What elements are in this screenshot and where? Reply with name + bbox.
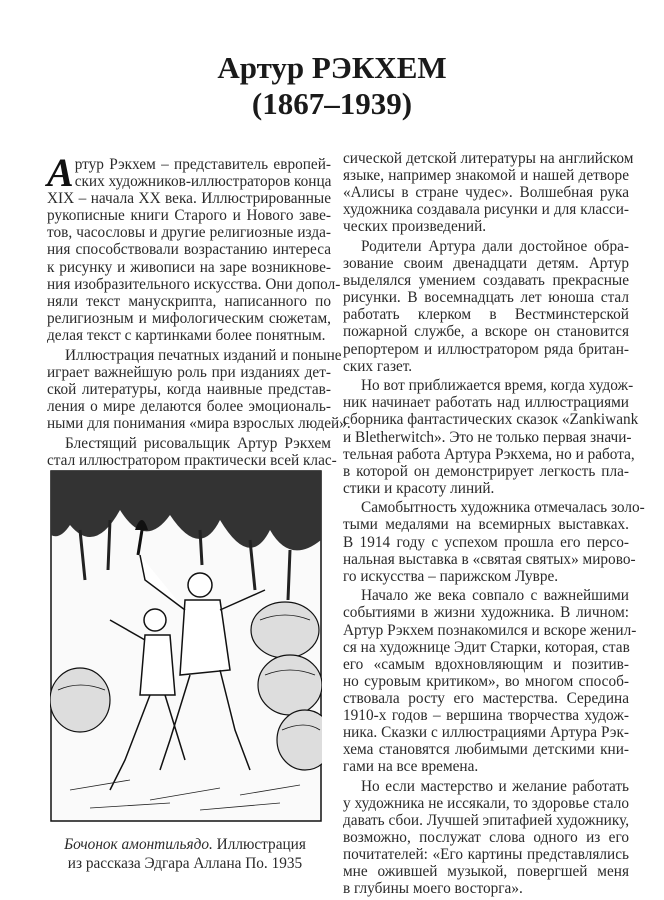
text-line: Начало же века совпало с важнейшими	[361, 587, 629, 605]
text-line: тыми медалями на всемирных выставках.	[343, 516, 629, 534]
text-line: выделялся умением создавать прекрасные	[343, 272, 629, 290]
text-line: «Алисы в стране чудес». Волшебная рука	[343, 184, 629, 202]
text-line: ских газет.	[343, 357, 413, 375]
text-line: мне ожившей музыкой, повергшей меня	[343, 863, 629, 881]
text-line: пожарной службе, а вскоре он становится	[343, 323, 629, 341]
text-line: ления о мире делаются более эмоциональ-	[47, 397, 331, 415]
text-line: ными для понимания «мира взрослых людей».	[47, 414, 351, 432]
text-line: возможно, послужат слова одного из его	[343, 829, 629, 847]
text-line: Но вот приближается время, когда худож-	[361, 377, 634, 395]
text-line: ся на художнице Эдит Старки, которая, став	[343, 638, 630, 656]
text-line: к рисунку и живописи на заре возникнове-	[47, 258, 331, 276]
illustration-cask-of-amontillado	[50, 470, 322, 822]
text-line: играет важнейшую роль при изданиях дет-	[47, 363, 331, 381]
text-line: рукописные книги Старого и Нового заве-	[47, 207, 331, 225]
text-line: но суровым критиком», во многом способ-	[343, 672, 629, 690]
drop-cap: А	[47, 150, 74, 195]
paragraph	[343, 499, 645, 585]
text-line: событиями в жизни художника. В личном:	[343, 604, 629, 622]
text-line: Но если мастерство и желание работать	[361, 777, 629, 795]
paragraph	[343, 587, 637, 776]
text-line: ствовала росту его мастерства. Середина	[343, 689, 629, 707]
text-line: ртур Рэкхем – представитель европей-	[74, 156, 331, 173]
right-column	[343, 150, 645, 900]
text-line: языке, например знакомой и нашей детворе	[343, 167, 629, 185]
text-line: Самобытность художника отмечалась золо-	[361, 499, 645, 517]
text-line: ской литературы, когда наивные представ-	[47, 380, 331, 398]
text-line: сборника фантастических сказок «Zankiwank	[343, 411, 639, 429]
text-line: Родители Артура дали достойное обра-	[361, 237, 629, 255]
text-line: го искусства – парижском Лувре.	[343, 567, 559, 585]
text-line: в которой он демонстрирует легкость пла-	[343, 462, 629, 480]
illustration-caption	[40, 835, 330, 873]
text-line: Иллюстрация печатных изданий и поныне	[65, 346, 342, 364]
text-line: 1910-х годов – вершина творчества худож-	[343, 707, 629, 724]
text-line: В 1914 году с успехом прошла его персо-	[343, 533, 629, 551]
text-line: ческих произведений.	[343, 218, 487, 236]
text-line: художника создавала рисунки и для класси-	[343, 201, 629, 219]
caption-rest: Иллюстрация	[212, 836, 306, 853]
text-line: его «самым вдохновляющим и позитив-	[343, 655, 629, 673]
text-line: стики и красоту линий.	[343, 479, 495, 497]
paragraph	[47, 434, 337, 469]
text-line: няли текст манускрипта, написанного по	[47, 292, 331, 310]
text-line: ник начинает работать над иллюстрациями	[343, 394, 629, 412]
text-line: гами на все времена.	[343, 758, 479, 776]
text-line: у художника не иссякали, то здоровье стало	[343, 794, 629, 812]
text-line: ских художников-иллюстраторов конца	[74, 173, 332, 191]
text-line: репортером и иллюстратором ряда британ-	[343, 340, 629, 358]
article-years: (1867–1939)	[251, 86, 413, 121]
paragraph	[343, 778, 629, 898]
text-line: и Bletherwitch». Это не только первая значи-	[343, 428, 632, 446]
text-line: ника. Сказки с иллюстрациями Артура Рэк-	[343, 724, 629, 742]
text-line: ния изобразительного искусства. Они допол-	[47, 275, 341, 293]
left-column	[47, 150, 351, 471]
text-line: работать клерком в Вестминстерской	[343, 306, 629, 324]
text-line: нальная выставка в «святая святых» мирово-	[343, 550, 636, 568]
paragraph	[343, 238, 629, 375]
text-line: делая текст с картинками более понятным.	[47, 326, 326, 344]
text-line: религиозным и мифологическим сюжетам,	[47, 309, 331, 327]
text-line: Блестящий рисовальщик Артур Рэкхем	[65, 434, 331, 452]
text-line: тельная работа Артура Рэкхема, но и работа,	[343, 445, 635, 463]
text-line: в глубины моего восторга».	[343, 880, 523, 898]
caption-line-2: из рассказа Эдгара Аллана По. 1935	[67, 855, 303, 872]
text-line: ния способствовали возрастанию интереса	[47, 241, 331, 259]
text-line: тов, часословы и другие религиозные изда-	[47, 224, 331, 242]
text-line: сической детской литературы на английском	[343, 150, 634, 167]
text-line: давать сбои. Лучшей эпитафией художнику,	[343, 812, 630, 830]
text-line: хема становятся любимыми детскими кни-	[343, 741, 629, 759]
paragraph	[47, 346, 351, 432]
text-line: рисунки. В восемнадцать лет юноша стал	[343, 289, 629, 307]
caption-title: Бочонок амонтильядо.	[64, 836, 213, 853]
text-line: Артур Рэкхем познакомился и вскоре женил-	[343, 621, 637, 639]
paragraph	[343, 377, 639, 497]
paragraph	[343, 150, 634, 236]
text-line: почитателей: «Его картины представлялись	[343, 846, 629, 864]
caption-line-1	[40, 835, 330, 854]
text-line: зование своим двенадцати детям. Артур	[343, 255, 629, 273]
article-title: Артур РЭКХЕМ	[217, 50, 447, 85]
text-line: стал иллюстратором практически всей клас-	[47, 451, 337, 469]
paragraph	[47, 150, 341, 344]
text-line: XIX – начала XX века. Иллюстрированные	[47, 190, 331, 208]
